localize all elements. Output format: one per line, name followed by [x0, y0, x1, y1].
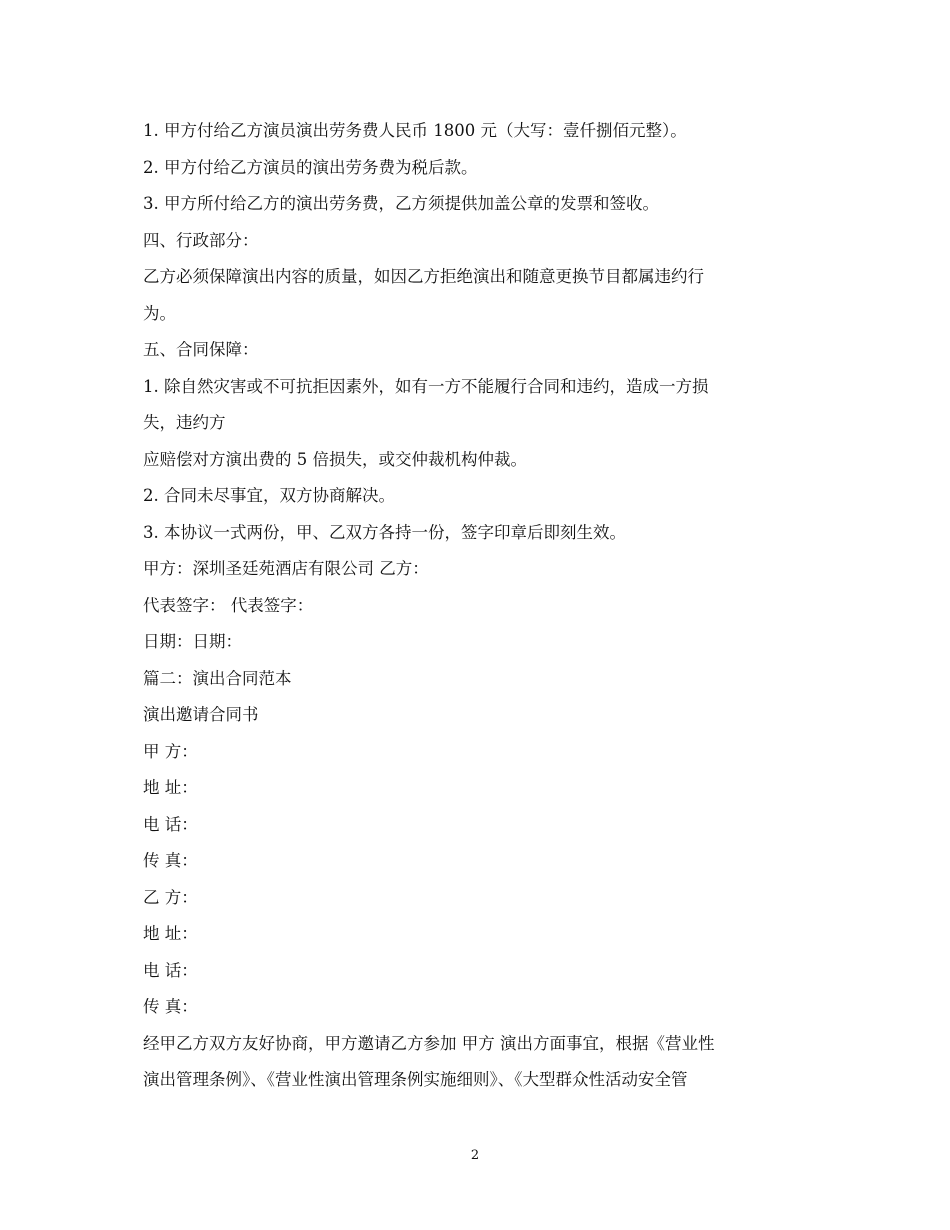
- text-line: 1. 除自然灾害或不可抗拒因素外，如有一方不能履行合同和违约，造成一方损: [143, 376, 709, 396]
- party-a-phone-field: 电 话：: [143, 814, 198, 834]
- party-b-field: 乙 方：: [143, 887, 198, 907]
- page-number: 2: [470, 1148, 480, 1163]
- party-b-phone-field: 电 话：: [143, 960, 198, 980]
- text-line: 为。: [143, 303, 176, 323]
- text-line: 应赔偿对方演出费的 5 倍损失，或交仲裁机构仲裁。: [143, 449, 527, 469]
- party-a-address-field: 地 址：: [143, 778, 198, 797]
- party-a-fax-field: 传 真：: [143, 851, 198, 870]
- text-line: 乙方必须保障演出内容的质量，如因乙方拒绝演出和随意更换节目都属违约行: [143, 267, 704, 286]
- text-line: 3. 甲方所付给乙方的演出劳务费，乙方须提供加盖公章的发票和签收。: [143, 194, 659, 213]
- text-line: 3. 本协议一式两份，甲、乙双方各持一份，签字印章后即刻生效。: [143, 522, 626, 542]
- section-heading: 五、合同保障：: [143, 340, 259, 359]
- chapter-heading: 篇二：演出合同范本: [143, 668, 292, 688]
- signature-dates: 日期：日期：: [143, 632, 242, 651]
- text-line: 演出管理条例》、《营业性演出管理条例实施细则》、《大型群众性活动安全管: [143, 1070, 688, 1089]
- section-heading: 四、行政部分：: [143, 230, 259, 250]
- party-b-fax-field: 传 真：: [143, 997, 198, 1016]
- signature-parties: 甲方：深圳圣廷苑酒店有限公司 乙方：: [143, 559, 429, 578]
- text-line: 失，违约方: [143, 413, 226, 432]
- contract-title: 演出邀请合同书: [143, 705, 259, 724]
- signature-representatives: 代表签字： 代表签字：: [143, 595, 314, 615]
- text-line: 经甲乙方双方友好协商，甲方邀请乙方参加 甲方 演出方面事宜，根据《营业性: [143, 1033, 715, 1053]
- text-line: 2. 合同未尽事宜，双方协商解决。: [143, 486, 395, 505]
- text-line: 2. 甲方付给乙方演员的演出劳务费为税后款。: [143, 157, 478, 177]
- document-body: [143, 113, 808, 1099]
- party-b-address-field: 地 址：: [143, 924, 198, 943]
- party-a-field: 甲 方：: [143, 741, 198, 761]
- text-line: 1. 甲方付给乙方演员演出劳务费人民币 1800 元（大写：壹仟捌佰元整）。: [143, 121, 687, 140]
